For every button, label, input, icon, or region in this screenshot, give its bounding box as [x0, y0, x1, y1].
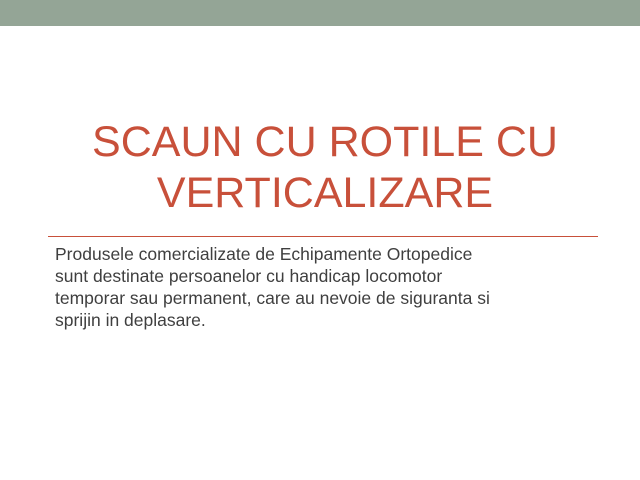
- title-divider: [48, 236, 598, 237]
- slide-body-text: Produsele comercializate de Echipamente Ortopedice sunt destinate persoanelor cu handicap locomotor temporar sau permanent, care au nevoie de siguranta si sprijin in deplasare.: [55, 244, 490, 330]
- slide-title: SCAUN CU ROTILE CU VERTICALIZARE: [92, 118, 558, 217]
- top-accent-band: [0, 0, 640, 26]
